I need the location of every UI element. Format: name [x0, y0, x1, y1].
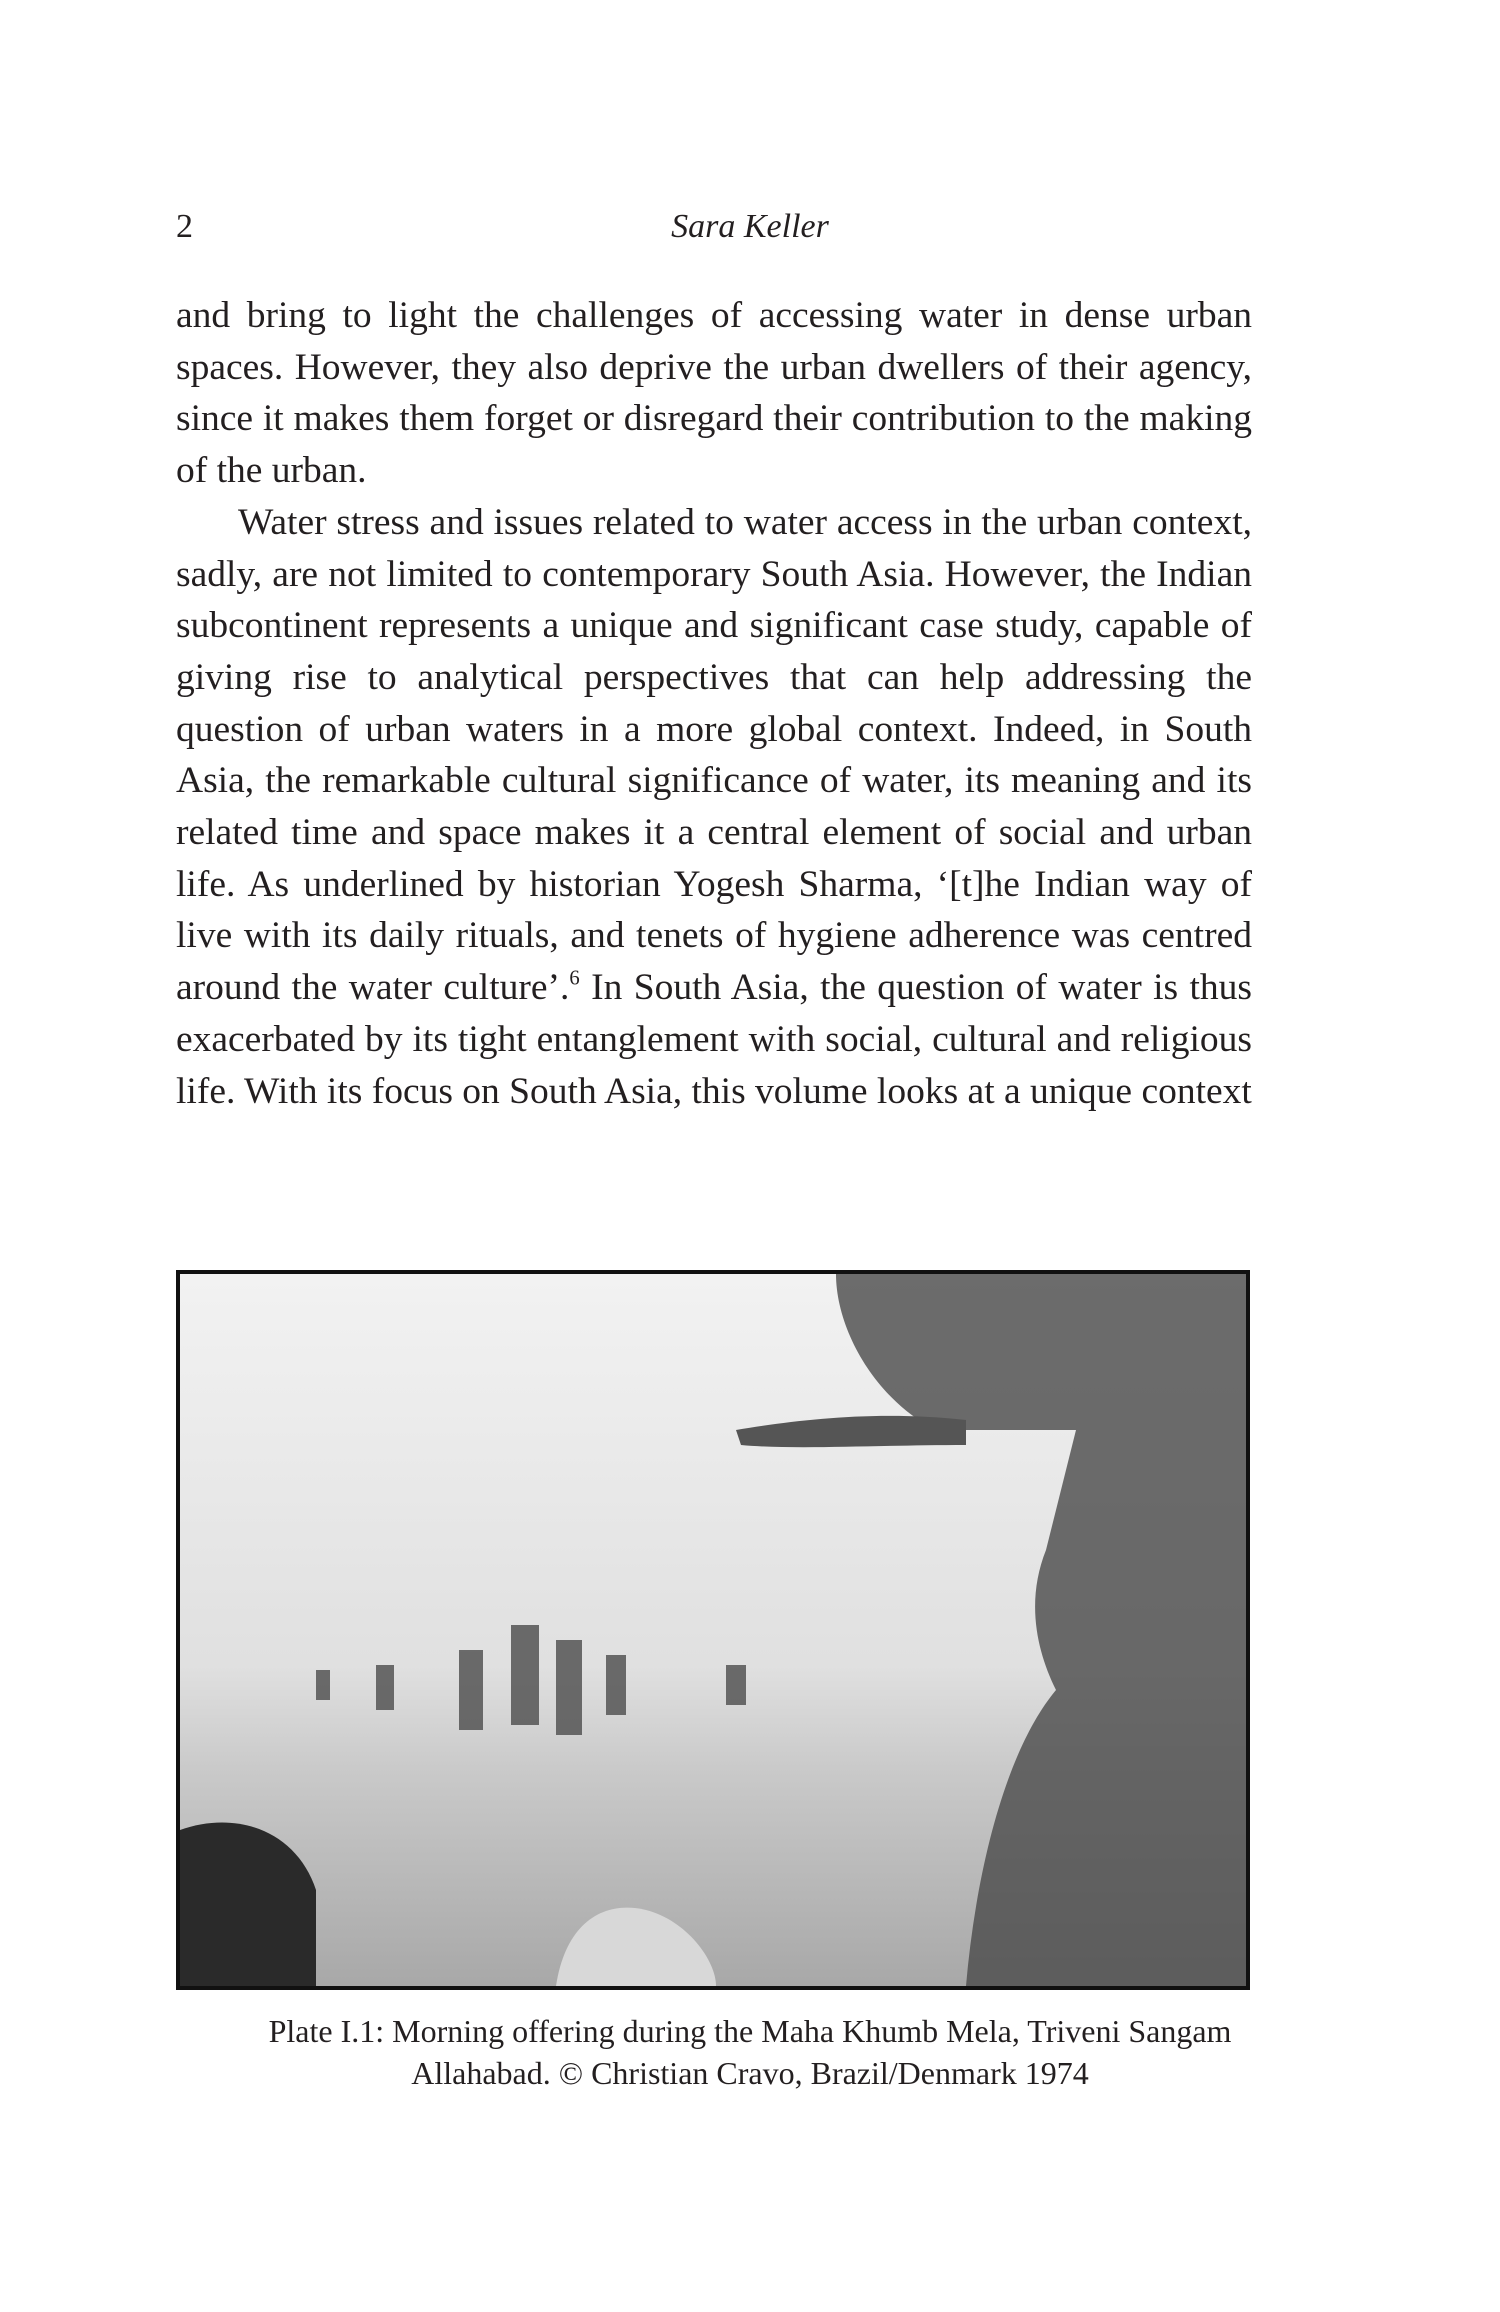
- caption-line: Plate I.1: Morning offering during the Maha Khumb Mela, Triveni Sangam: [268, 2013, 1232, 2049]
- paragraph-text: Water stress and issues related to water access in the urban context, sadly, are not limited to contemporary South Asia. However, the Indian subcontinent represents a unique and significant case study, capable of giving rise to analytical perspectives that can help addressing the question of urban waters in a more global context. Indeed, in South Asia, the remarkable cultural significance of water, its meaning and its related time and space makes it a central element of social and urban life. As underlined by historian Yogesh Sharma, ‘[t]he Indian way of live with its daily rituals, and tenets of hygiene adherence was centred around the water culture’.: [176, 501, 1252, 1009]
- body-text: [176, 290, 1252, 1117]
- figure-caption: [150, 2010, 1350, 2094]
- paragraph-text: In South Asia, the question of water is thus exacerbated by its tight entanglement with social, cultural and religious life. With its focus on South Asia, this volume looks at a unique context: [176, 967, 1252, 1112]
- paragraph: [176, 497, 1252, 1117]
- caption-line: Allahabad. © Christian Cravo, Brazil/Denmark 1974: [411, 2055, 1089, 2091]
- paragraph: and bring to light the challenges of accessing water in dense urban spaces. However, they also deprive the urban dwellers of their agency, since it makes them forget or disregard their contribution to the making of the urban.: [176, 295, 1252, 492]
- page-number: 2: [176, 208, 193, 245]
- photograph: [176, 1270, 1250, 1990]
- footnote-ref[interactable]: 6: [569, 967, 580, 990]
- running-head: Sara Keller: [671, 208, 829, 245]
